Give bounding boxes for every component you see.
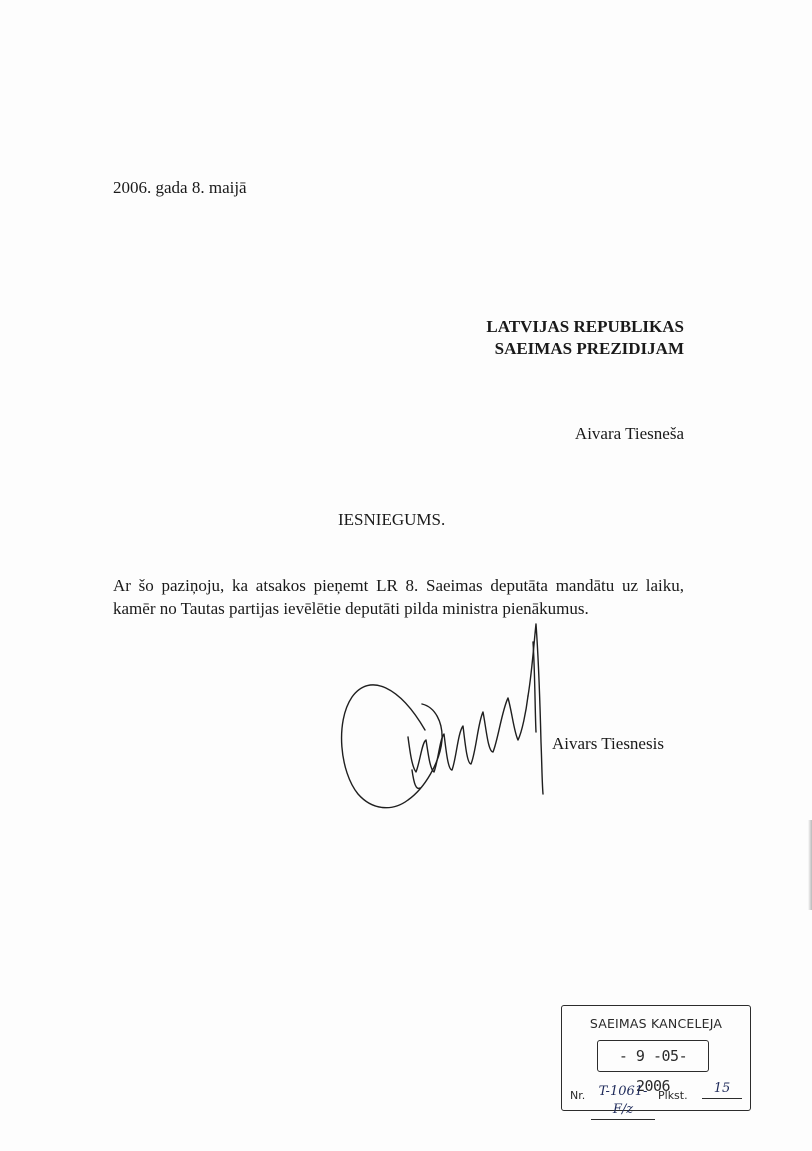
signatory-name: Aivars Tiesnesis <box>552 734 664 753</box>
stamp-date: - 9 -05- 2006 <box>597 1040 709 1072</box>
addressee-line-1: LATVIJAS REPUBLIKAS <box>486 317 684 336</box>
sender-name: Aivara Tiesneša <box>574 424 684 443</box>
scan-edge-shadow <box>808 820 812 910</box>
registration-stamp <box>561 1005 751 1117</box>
document-date: 2006. gada 8. maijā <box>113 178 247 197</box>
stamp-title: SAEIMAS KANCELEJA <box>589 1016 723 1031</box>
stamp-number-value: T-1061-F/z <box>591 1083 655 1120</box>
document-body: Ar šo paziņoju, ka atsakos pieņemt LR 8. Saeimas deputāta mandātu uz laiku, kamēr no Tautas partijas ievēlētie deputāti pilda ministra pienākumus. <box>113 576 684 618</box>
addressee-line-2: SAEIMAS PREZIDIJAM <box>494 339 684 358</box>
handwritten-signature <box>330 612 560 822</box>
stamp-time-label: Plkst. <box>658 1089 688 1102</box>
stamp-number-label: Nr. <box>570 1089 586 1102</box>
stamp-time-value: 15 <box>702 1080 742 1099</box>
document-title: IESNIEGUMS. <box>338 510 446 529</box>
addressee-block <box>486 316 684 360</box>
